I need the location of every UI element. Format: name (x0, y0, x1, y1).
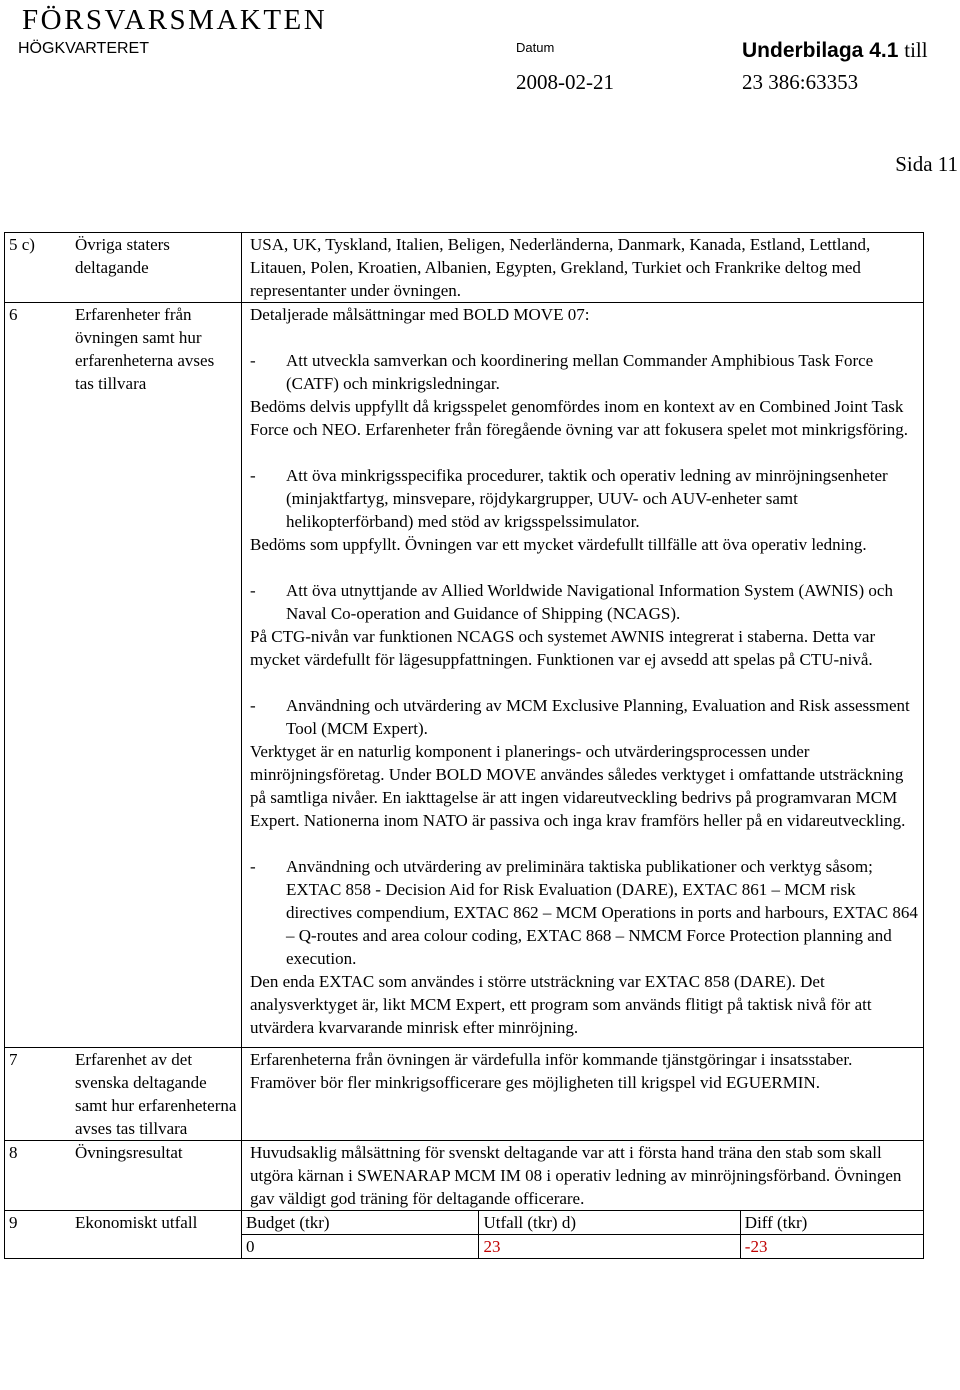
table-row (5, 1141, 924, 1211)
date-label: Datum (516, 40, 555, 55)
objectives-intro: Detaljerade målsättningar med BOLD MOVE 07: (250, 305, 590, 324)
objective-assessment: På CTG-nivån var funktionen NCAGS och systemet AWNIS integrerat i staberna. Detta var mycket värdefullt för lägesuppfattningen. Funktionen var ej avsedd att spelas på CTU-nivå. (250, 627, 876, 669)
diff-header: Diff (tkr) (740, 1211, 923, 1235)
row-content (242, 303, 924, 1048)
outcome-header: Utfall (tkr) d) (479, 1211, 740, 1235)
objective-point: Användning och utvärdering av MCM Exclusive Planning, Evaluation and Risk assessment Tool (MCM Expert). (286, 696, 910, 738)
budget-cell (242, 1211, 924, 1259)
dash-bullet: - (250, 581, 256, 600)
row-content (242, 1048, 924, 1141)
row-label: Erfarenhet av det svenska deltagande samt hur erfarenheterna avses tas tillvara (71, 1048, 242, 1141)
page-number: Sida 11 (895, 152, 958, 176)
row-number: 9 (5, 1211, 72, 1259)
budget-header-row (242, 1211, 923, 1235)
row-number: 8 (5, 1141, 72, 1211)
row-number: 7 (5, 1048, 72, 1141)
diff-value: -23 (740, 1235, 923, 1259)
row-label: Övningsresultat (71, 1141, 242, 1211)
budget-value: 0 (242, 1235, 479, 1259)
objective-point: Att öva utnyttjande av Allied Worldwide Navigational Information System (AWNIS) och Naval Co-operation and Guidance of Shipping (NCAGS). (286, 581, 893, 623)
reference-number: 23 386:63353 (742, 70, 859, 94)
table-row (5, 233, 924, 303)
objective-assessment: Bedöms som uppfyllt. Övningen var ett mycket värdefullt tillfälle att öva operativ ledning. (250, 535, 867, 554)
budget-value-row (242, 1235, 923, 1259)
organization-name: FÖRSVARSMAKTEN (22, 4, 328, 36)
experience-text: Erfarenheterna från övningen är värdefulla inför kommande tjänstgöringar i insatsstaber. Framöver bör fler minkrigsofficerare ges möjligheten till krigspel vid EGUERMIN. (250, 1050, 853, 1092)
row-content (242, 1141, 924, 1211)
objective-point: Användning och utvärdering av preliminära taktiska publikationer och verktyg såsom; EXTAC 858 - Decision Aid for Risk Evaluation (DARE), EXTAC 861 – MCM risk directives compendium, EXTAC 862 – MCM Operations in ports and harbours, EXTAC 864 – Q-routes and area colour coding, EXTAC 868 – NMCM Force Protection planning and execution. (286, 857, 918, 968)
table-row (5, 303, 924, 1048)
row-number: 6 (5, 303, 72, 1048)
dash-bullet: - (250, 857, 256, 876)
report-table (4, 232, 924, 1259)
attachment-title (742, 38, 928, 63)
objective-item (250, 464, 919, 533)
objective-item (250, 855, 919, 970)
attachment-till: till (904, 38, 928, 62)
budget-table (242, 1211, 923, 1258)
attachment-label: Underbilaga 4.1 (742, 39, 899, 62)
objective-item (250, 349, 919, 395)
unit-name: HÖGKVARTERET (18, 40, 149, 57)
objective-assessment: Bedöms delvis uppfyllt då krigsspelet genomfördes inom en kontext av en Combined Joint Task Force och NEO. Erfarenheter från föregående övning var att fokusera spelet mot minkrigsföring. (250, 397, 909, 439)
objective-item (250, 579, 919, 625)
objective-assessment: Verktyget är en naturlig komponent i planerings- och utvärderingsprocessen under minröjningsföretag. Under BOLD MOVE användes således verktyget i omfattande utsträckning på samtliga nivåer. En iakttagelse är att ingen vidareutveckling bedrivs på programvaran MCM Expert. Nationerna inom NATO är passiva och inga krav framförs heller på en vidareutveckling. (250, 742, 906, 830)
table-row (5, 1211, 924, 1259)
dash-bullet: - (250, 351, 256, 370)
objective-item (250, 694, 919, 740)
table-row (5, 1048, 924, 1141)
objective-point: Att öva minkrigsspecifika procedurer, taktik och operativ ledning av minröjningsenheter (minjaktfartyg, minsvepare, röjdykargrupper, UUV- och AUV-enheter samt helikopterförband) med stöd av krigsspelssimulator. (286, 466, 888, 531)
result-text: Huvudsaklig målsättning för svenskt deltagande var att i första hand träna den stab som skall utgöra kärnan i SWENARAP MCM IM 08 i operativ ledning av minröjningsförband. Övningen gav väldigt god träning för deltagande officerare. (250, 1143, 902, 1208)
outcome-value: 23 (479, 1235, 740, 1259)
participants-text: USA, UK, Tyskland, Italien, Beligen, Nederländerna, Danmark, Kanada, Estland, Lettland, Litauen, Polen, Kroatien, Albanien, Egypten, Grekland, Turkiet och Frankrike deltog med representanter under övningen. (250, 235, 871, 300)
budget-header: Budget (tkr) (242, 1211, 479, 1235)
objective-point: Att utveckla samverkan och koordinering mellan Commander Amphibious Task Force (CATF) och minkrigsledningar. (286, 351, 874, 393)
row-number: 5 c) (5, 233, 72, 303)
row-label: Erfarenheter från övningen samt hur erfarenheterna avses tas tillvara (71, 303, 242, 1048)
row-label: Ekonomiskt utfall (71, 1211, 242, 1259)
document-date: 2008-02-21 (516, 70, 614, 94)
dash-bullet: - (250, 466, 256, 485)
row-label: Övriga staters deltagande (71, 233, 242, 303)
dash-bullet: - (250, 696, 256, 715)
row-content (242, 233, 924, 303)
objective-assessment: Den enda EXTAC som användes i större utsträckning var EXTAC 858 (DARE). Det analysverktyget är, likt MCM Expert, ett program som används flitigt på taktisk nivå för att utvärdera kvarvarande minrisk efter minröjning. (250, 972, 872, 1037)
